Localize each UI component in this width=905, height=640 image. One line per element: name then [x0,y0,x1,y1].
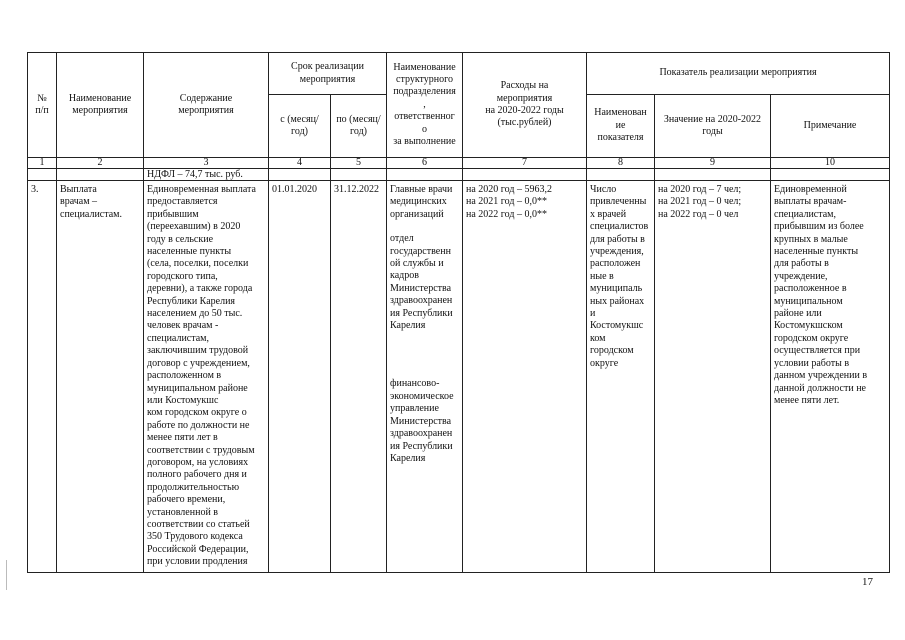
column-number-row [28,158,890,169]
row-unit-hr-department: отдел государственн ой службы и кадров Министерства здравоохранен ия Республики Карелия [390,233,453,332]
row-costs: на 2020 год – 5963,2 на 2021 год – 0,0** на 2022 год – 0,0** [463,181,587,573]
header-term-to: по (месяц/ год) [331,95,387,158]
row-num: 3. [28,181,57,573]
header-indicator: Показатель реализации мероприятия [587,53,890,95]
column-number: 9 [655,158,771,169]
header-term-from: с (месяц/ год) [269,95,331,158]
row-content: Единовременная выплата предоставляется прибывшим (переехавшим) в 2020 году в сельские населенные пункты (села, поселки, поселки городского типа, деревни), а также города Республики Карелия населением до 50 тыс. человек врачам - специалистам, заключившим трудовой договор с учреждением, расположенном в муниципальном районе или Костомукшс ком городском округе о работе по должности не менее пяти лет в соответствии с трудовым договором, на условиях полного рабочего дня и продолжительностью рабочего времени, установленной в соответствии со статьей 350 Трудового кодекса Российской Федерации, при условии продления [144,181,269,573]
row-indicator-name: Число привлеченны х врачей специалистов для работы в учреждения, расположен ные в муниципаль ных районах и Костомукшс ком городском округе [587,181,655,573]
header-num: № п/п [28,53,57,158]
column-number: 10 [771,158,890,169]
header-content: Содержание мероприятия [144,53,269,158]
row-indicator-value: на 2020 год – 7 чел; на 2021 год – 0 чел; на 2022 год – 0 чел [655,181,771,573]
header-indicator-name: Наименован ие показателя [587,95,655,158]
row-unit [387,181,463,573]
header-term: Срок реализации мероприятия [269,53,387,95]
header-indicator-note: Примечание [771,95,890,158]
row-indicator-note: Единовременной выплаты врачам- специалистам, прибывшим из более крупных в малые населенные пункты для работы в учреждение, расположенное в муниципальном районе или Костомукшском городском округе осуществляется при условии работы в данном учреждении в данной должности не менее пяти лет. [771,181,890,573]
column-number: 3 [144,158,269,169]
column-number: 4 [269,158,331,169]
measures-table [27,52,890,573]
header-costs: Расходы на мероприятия на 2020-2022 годы (тыс.рублей) [463,53,587,158]
scan-edge-mark [6,560,7,590]
column-number: 1 [28,158,57,169]
row-unit-chief-doctors: Главные врачи медицинских организаций [390,184,453,220]
table-row [28,181,890,573]
column-number: 6 [387,158,463,169]
column-number: 2 [57,158,144,169]
column-number: 8 [587,158,655,169]
header-unit: Наименование структурного подразделения , ответственног о за выполнение [387,53,463,158]
row-unit-finance-department: финансово- экономическое управление Министерства здравоохранен ия Республики Карелия [390,378,454,464]
row-from: 01.01.2020 [269,181,331,573]
header-indicator-value: Значение на 2020-2022 годы [655,95,771,158]
page-number: 17 [862,576,873,588]
carry-over-text: НДФЛ – 74,7 тыс. руб. [144,169,269,181]
header-name: Наименование мероприятия [57,53,144,158]
column-number: 5 [331,158,387,169]
carry-over-row [28,169,890,181]
row-to: 31.12.2022 [331,181,387,573]
row-name: Выплата врачам – специалистам. [57,181,144,573]
column-number: 7 [463,158,587,169]
